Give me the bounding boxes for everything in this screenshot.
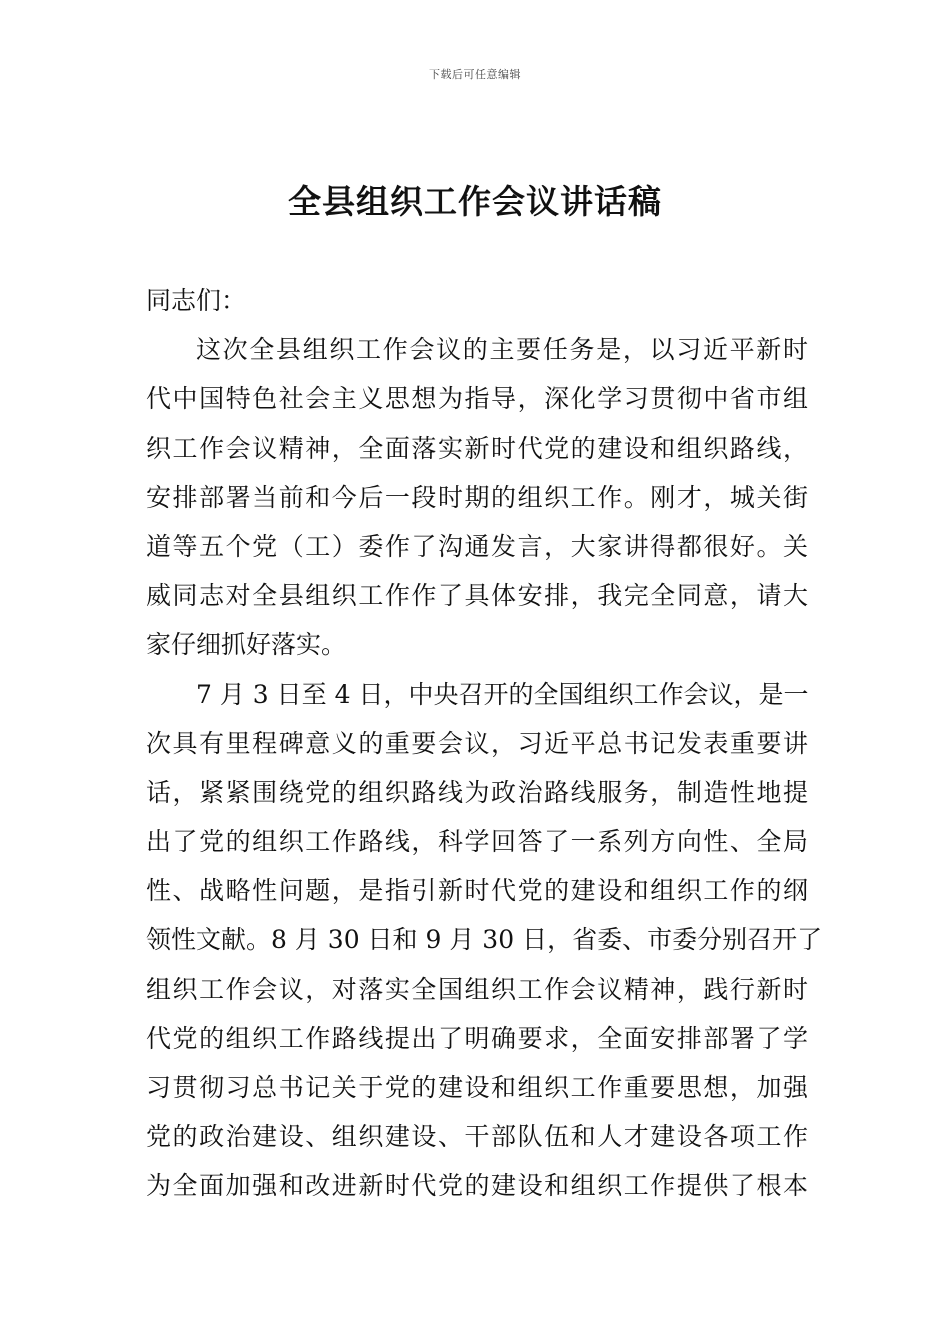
paragraph-line: 7 月 3 日至 4 日，中央召开的全国组织工作会议，是一 bbox=[196, 679, 809, 709]
paragraph-line: 领性文献。8 月 30 日和 9 月 30 日，省委、市委分别召开了 bbox=[146, 925, 823, 955]
paragraph-line: 代党的组织工作路线提出了明确要求，全面安排部署了学 bbox=[146, 1023, 808, 1053]
paragraph-line: 次具有里程碑意义的重要会议，习近平总书记发表重要讲 bbox=[146, 728, 808, 758]
paragraph-line: 话，紧紧围绕党的组织路线为政治路线服务，制造性地提 bbox=[146, 777, 808, 807]
salutation: 同志们： bbox=[146, 286, 247, 315]
paragraph-line: 习贯彻习总书记关于党的建设和组织工作重要思想，加强 bbox=[146, 1073, 808, 1102]
paragraph-line: 为全面加强和改进新时代党的建设和组织工作提供了根本 bbox=[146, 1171, 808, 1201]
document-title: 全县组织工作会议讲话稿 bbox=[288, 182, 662, 221]
header-note: 下载后可任意编辑 bbox=[429, 68, 521, 81]
paragraph-line: 织工作会议精神，全面落实新时代党的建设和组织路线， bbox=[146, 433, 808, 463]
paragraph-line: 家仔细抓好落实。 bbox=[146, 630, 347, 660]
paragraph-line: 安排部署当前和今后一段时期的组织工作。刚才，城关街 bbox=[146, 482, 808, 512]
paragraph-1 bbox=[146, 325, 808, 669]
paragraph-line: 威同志对全县组织工作作了具体安排，我完全同意，请大 bbox=[146, 581, 808, 611]
paragraph-line: 组织工作会议，对落实全国组织工作会议精神，践行新时 bbox=[146, 974, 808, 1004]
document-body bbox=[146, 276, 823, 1211]
paragraph-line: 代中国特色社会主义思想为指导，深化学习贯彻中省市组 bbox=[146, 384, 808, 414]
paragraph-2 bbox=[146, 670, 823, 1211]
paragraph-line: 党的政治建设、组织建设、干部队伍和人才建设各项工作 bbox=[146, 1122, 808, 1152]
paragraph-line: 性、战略性问题，是指引新时代党的建设和组织工作的纲 bbox=[146, 876, 808, 906]
paragraph-line: 道等五个党（工）委作了沟通发言，大家讲得都很好。关 bbox=[146, 531, 808, 561]
paragraph-line: 这次全县组织工作会议的主要任务是，以习近平新时 bbox=[196, 335, 808, 365]
paragraph-line: 出了党的组织工作路线，科学回答了一系列方向性、全局 bbox=[146, 827, 808, 857]
